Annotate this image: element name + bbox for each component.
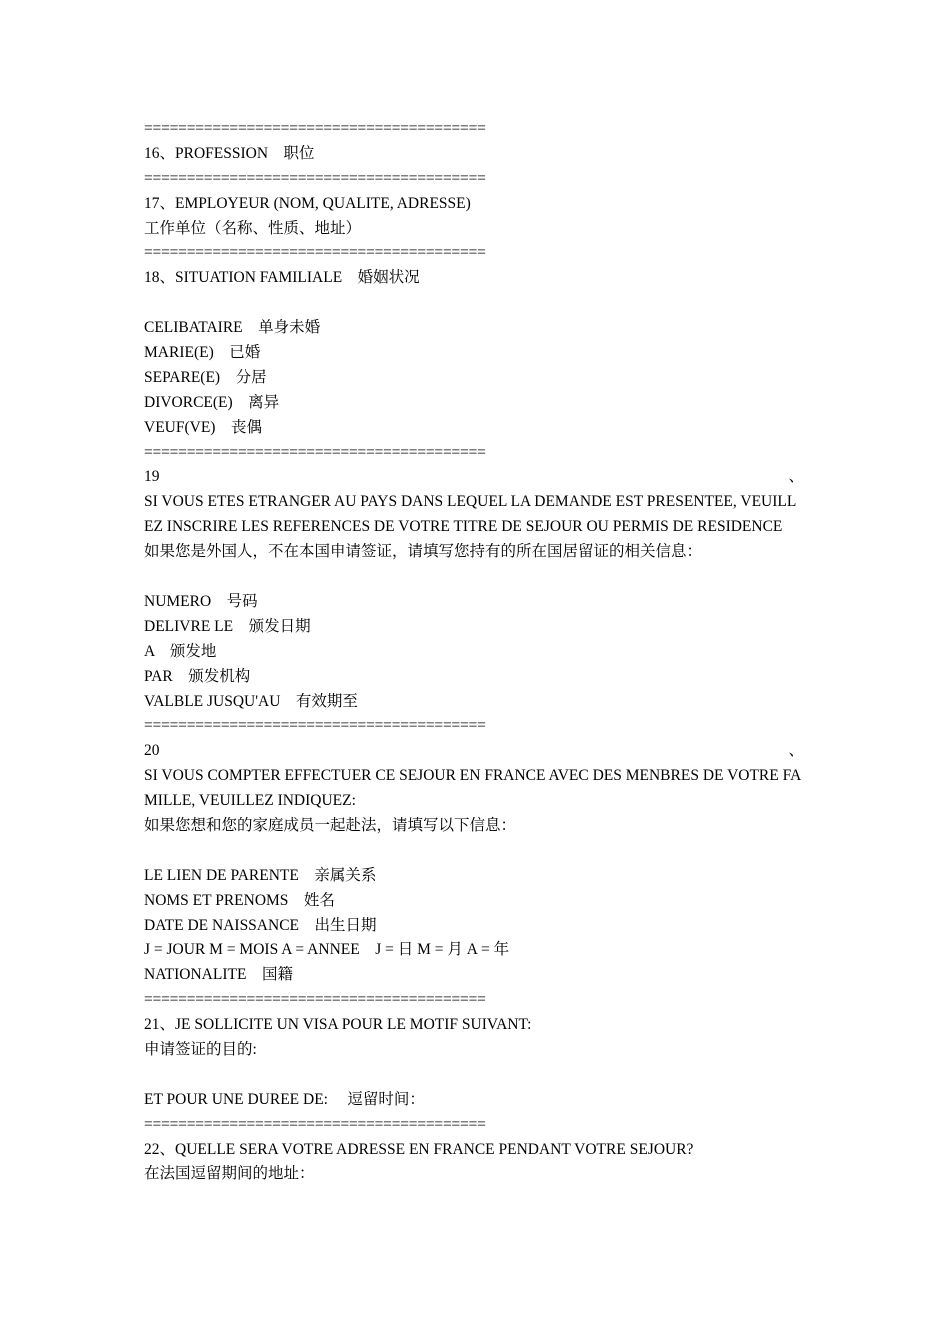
section-20-zh: 如果您想和您的家庭成员一起赴法，请填写以下信息： xyxy=(144,817,517,834)
section-19-mark: 、 xyxy=(788,468,804,486)
blank-line xyxy=(144,1063,804,1088)
blank-line xyxy=(144,291,804,316)
marital-option-marie: MARIE(E) 已婚 xyxy=(144,344,261,362)
section-20-number-line xyxy=(144,739,804,764)
separator: ======================================== xyxy=(144,244,486,262)
section-17-zh: 工作单位（名称、性质、地址） xyxy=(144,219,362,237)
separator: ======================================== xyxy=(144,169,486,187)
family-field-naissance: DATE DE NAISSANCE 出生日期 xyxy=(144,916,377,934)
section-21-duration: ET POUR UNE DUREE DE: 逗留时间： xyxy=(144,1090,425,1108)
section-19-text: SI VOUS ETES ETRANGER AU PAYS DANS LEQUEL LA DEMANDE EST PRESENTEE, VEUILLEZ INSCRIRE LES REFERENCES DE VOTRE TITRE DE SEJOUR OU PERMIS DE RESIDENCE xyxy=(144,493,797,536)
marital-option-veuf: VEUF(VE) 丧偶 xyxy=(144,418,262,436)
separator: ======================================== xyxy=(144,991,486,1009)
residence-field-numero: NUMERO 号码 xyxy=(144,592,258,610)
form-page xyxy=(144,117,804,1187)
section-18-label: 18、SITUATION FAMILIALE 婚姻状况 xyxy=(144,269,420,287)
marital-option-separe: SEPARE(E) 分居 xyxy=(144,368,267,386)
section-21-label: 21、JE SOLLICITE UN VISA POUR LE MOTIF SUIVANT: xyxy=(144,1016,532,1034)
marital-option-celibataire: CELIBATAIRE 单身未婚 xyxy=(144,319,321,337)
section-16-label: 16、PROFESSION 职位 xyxy=(144,144,315,162)
section-20-text: SI VOUS COMPTER EFFECTUER CE SEJOUR EN FRANCE AVEC DES MENBRES DE VOTRE FAMILLE, VEUILLEZ INDIQUEZ: xyxy=(144,767,802,810)
blank-line xyxy=(144,565,804,590)
section-22-label: 22、QUELLE SERA VOTRE ADRESSE EN FRANCE PENDANT VOTRE SEJOUR? xyxy=(144,1140,694,1158)
section-21-zh: 申请签证的目的: xyxy=(144,1041,257,1059)
residence-field-a: A 颁发地 xyxy=(144,642,217,660)
marital-option-divorce: DIVORCE(E) 离异 xyxy=(144,393,280,411)
family-field-noms: NOMS ET PRENOMS 姓名 xyxy=(144,891,335,909)
separator: ======================================== xyxy=(144,1115,486,1133)
section-19-number: 19 xyxy=(144,468,160,486)
section-22-zh: 在法国逗留期间的地址： xyxy=(144,1165,315,1183)
family-field-date-legend: J = JOUR M = MOIS A = ANNEE J = 日 M = 月 A = 年 xyxy=(144,941,510,959)
blank-line xyxy=(144,839,804,864)
section-20-number: 20 xyxy=(144,742,160,760)
section-17-label: 17、EMPLOYEUR (NOM, QUALITE, ADRESSE) xyxy=(144,194,471,212)
separator: ======================================== xyxy=(144,120,486,137)
separator: ======================================== xyxy=(144,443,486,461)
separator: ======================================== xyxy=(144,717,486,735)
section-19-number-line xyxy=(144,465,804,490)
section-19-zh: 如果您是外国人，不在本国申请签证，请填写您持有的所在国居留证的相关信息： xyxy=(144,543,703,561)
family-field-lien: LE LIEN DE PARENTE 亲属关系 xyxy=(144,866,377,884)
residence-field-par: PAR 颁发机构 xyxy=(144,667,251,685)
residence-field-delivre-le: DELIVRE LE 颁发日期 xyxy=(144,617,311,635)
section-20-mark: 、 xyxy=(788,742,804,760)
family-field-nationalite: NATIONALITE 国籍 xyxy=(144,966,293,984)
residence-field-valable: VALBLE JUSQU'AU 有效期至 xyxy=(144,692,358,710)
